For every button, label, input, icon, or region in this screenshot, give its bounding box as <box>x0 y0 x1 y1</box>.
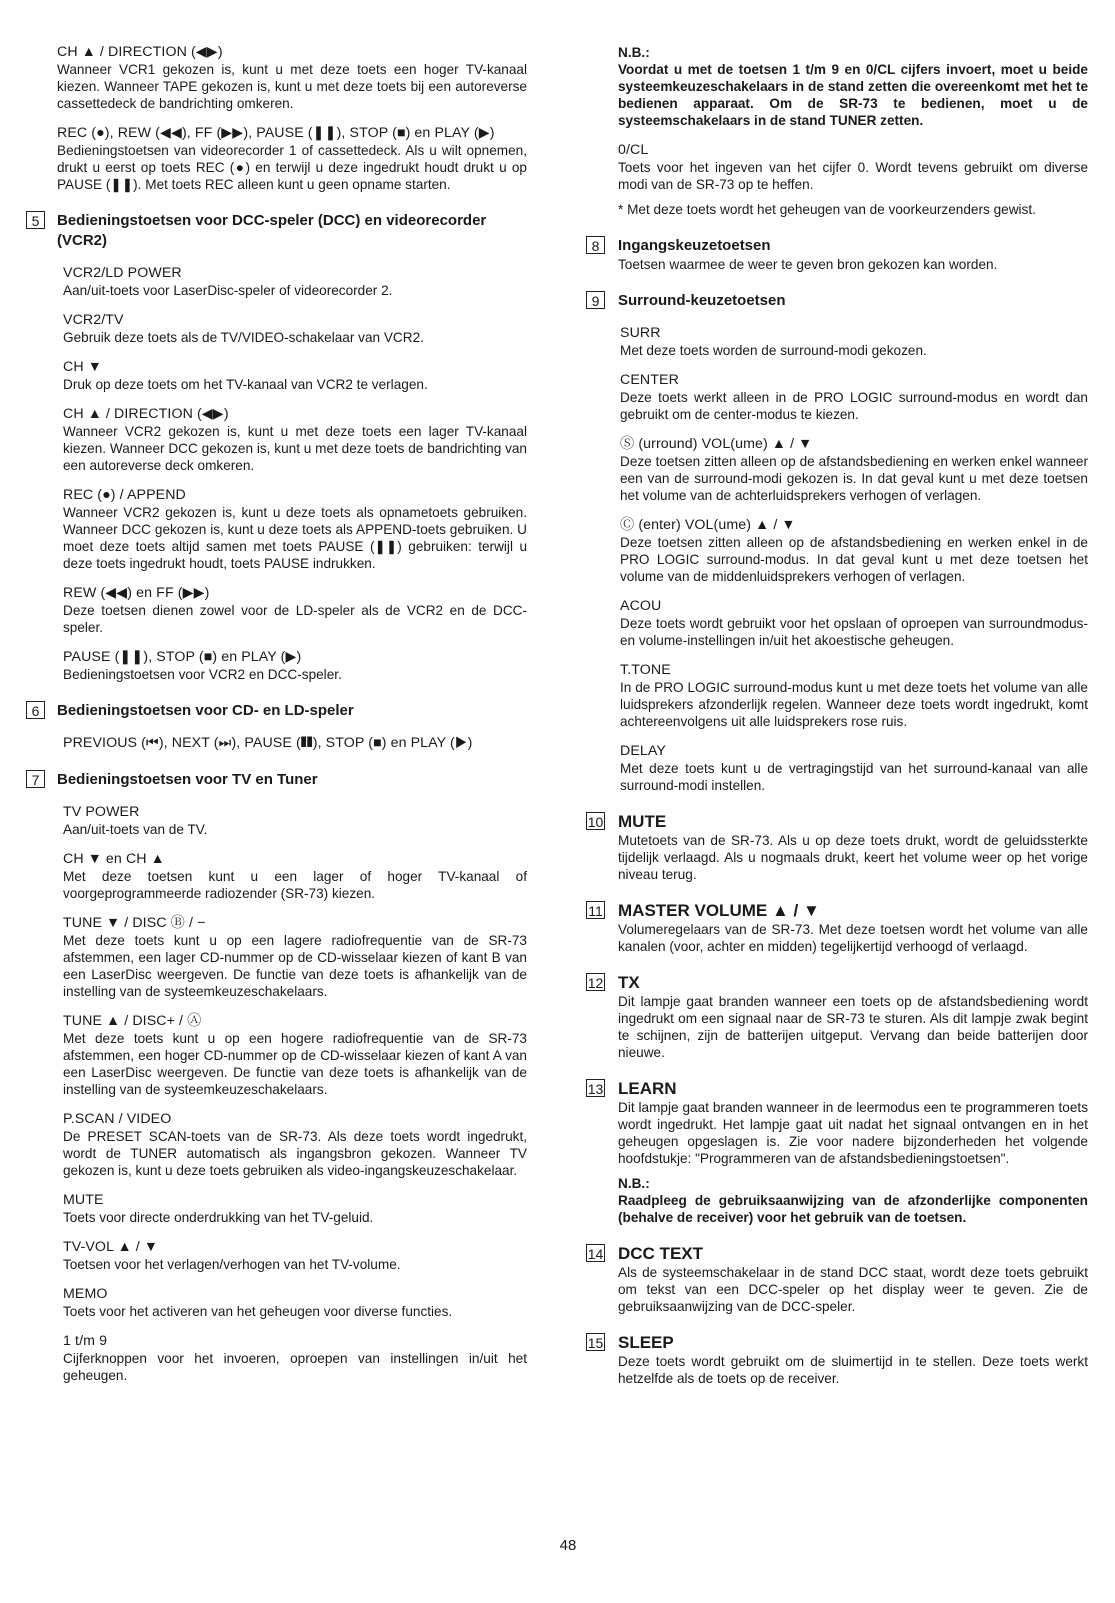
note-block <box>618 44 1088 129</box>
entry-desc: Wanneer VCR2 gekozen is, kunt u met deze toets een lager TV-kanaal kiezen. Wanneer DCC gekozen is, kunt u met deze toets de bandrichting van een autoreverse deck omkeren. <box>63 424 527 473</box>
section-title: Surround-keuzetoetsen <box>618 292 786 309</box>
entry-term: REC (●) / APPEND <box>63 487 186 503</box>
entry-desc: Wanneer VCR1 gekozen is, kunt u met deze toets een hoger TV-kanaal kiezen. Wanneer TAPE gekozen is, kunt u met deze toets bij een autoreverse cassettedeck de bandrichting omkeren. <box>57 62 527 111</box>
entry <box>620 372 1088 423</box>
entry <box>63 585 527 636</box>
section-number: 8 <box>586 236 605 254</box>
section-number: 15 <box>587 1335 604 1351</box>
entry <box>63 359 527 393</box>
entry-term: TV POWER <box>63 804 140 820</box>
footnote: * Met deze toets wordt het geheugen van de voorkeurzenders gewist. <box>618 202 1036 217</box>
entry <box>620 743 1088 794</box>
section-desc: Toetsen waarmee de weer te geven bron gekozen kan worden. <box>618 257 998 272</box>
entry-term: Ⓢ (urround) VOL(ume) ▲ / ▼ <box>620 436 813 452</box>
section-number: 7 <box>26 770 45 788</box>
section-13 <box>587 1079 1088 1226</box>
entry-term: TV-VOL ▲ / ▼ <box>63 1239 158 1255</box>
entry-term: CH ▲ / DIRECTION (◀▶) <box>57 44 223 60</box>
entry-term: ACOU <box>620 598 662 614</box>
section-desc: Mutetoets van de SR-73. Als u op deze toets drukt, wordt de geluidssterkte tijdelijk verlaagd. Als u nogmaals drukt, keert het volume weer op het vorige niveau terug. <box>618 833 1088 882</box>
entry-term: DELAY <box>620 743 666 759</box>
note-text: Raadpleeg de gebruiksaanwijzing van de afzonderlijke componenten (behalve de receiver) voor het gebruik van de toetsen. <box>618 1193 1088 1225</box>
section-14 <box>587 1244 1088 1315</box>
entry <box>63 1333 527 1384</box>
entry-desc: Met deze toets kunt u op een hogere radiofrequentie van de SR-73 afstemmen, een hoger CD-nummer op de CD-wisselaar kiezen of kant A van een LaserDisc weergeven. De functie van deze toets is afhankelijk van de instelling van de systeemkeuzeschakelaars. <box>63 1031 527 1097</box>
entry-term: MUTE <box>63 1192 104 1208</box>
entry-desc: Met deze toets worden de surround-modi gekozen. <box>620 343 927 358</box>
section-title: MASTER VOLUME ▲ / ▼ <box>618 901 820 920</box>
section-number: 9 <box>586 291 605 309</box>
section-title: MUTE <box>618 812 667 831</box>
section-title: Ingangskeuzetoetsen <box>618 237 771 254</box>
entry-ch-up-direction <box>57 44 527 112</box>
note-title: N.B.: <box>618 1176 650 1191</box>
section-11 <box>588 901 1088 955</box>
entry-term: 1 t/m 9 <box>63 1333 108 1349</box>
entry <box>63 265 527 299</box>
entry-desc: Wanneer VCR2 gekozen is, kunt u deze toets als opnametoets gebruiken. Wanneer DCC gekozen is, kunt u deze toets als APPEND-toets gebruiken. U moet deze toets altijd samen met toets PAUSE (❚❚) gebruiken: terwijl u deze toets ingedrukt houdt, toets PAUSE indrukken. <box>63 505 527 571</box>
entry-term: CH ▼ en CH ▲ <box>63 851 165 867</box>
section-desc: Dit lampje gaat branden wanneer in de leermodus een te programmeren toets wordt ingedrukt. Het lampje gaat uit nadat het signaal ontvangen en in het geheugen opgeslagen is. Zie voor nadere bijzonderheden het volgende hoofdstukje: "Programmeren van de afstandsbedieningstoetsen". <box>618 1100 1088 1166</box>
entry-desc: Toets voor het ingeven van het cijfer 0. Wordt tevens gebruikt om diverse modi van de SR-73 op te heffen. <box>618 160 1088 192</box>
entry-term: PAUSE (❚❚), STOP (■) en PLAY (▶) <box>63 649 302 665</box>
section-desc: Dit lampje gaat branden wanneer een toets op de afstandsbediening wordt ingedrukt om een signaal naar de SR-73 te sturen. Als dit lampje zwak begint te schijnen, zijn de batterijen uitgeput. Vervang dan beide batterijen door nieuwe. <box>618 994 1088 1060</box>
entry <box>63 406 527 474</box>
section-6 <box>31 701 527 721</box>
section-5-body <box>57 265 527 683</box>
section-number: 11 <box>586 901 605 919</box>
entry <box>63 1239 527 1273</box>
entry <box>63 851 527 902</box>
entry-desc: Bedieningstoetsen van videorecorder 1 of cassettedeck. Als u wilt opnemen, drukt u eerst op toets REC (●) en terwijl u deze ingedrukt houdt drukt u op PAUSE (❚❚). Met toets REC alleen kunt u geen opname starten. <box>57 143 527 192</box>
entry-desc: Druk op deze toets om het TV-kanaal van VCR2 te verlagen. <box>63 377 428 392</box>
entry-desc: Met deze toets kunt u op een lagere radiofrequentie van de SR-73 afstemmen, een lager CD-nummer op de CD-wisselaar kiezen of kant B van een LaserDisc weergeven. De functie van deze toets is afhankelijk van de instelling van de systeemkeuzeschakelaars. <box>63 933 527 999</box>
entry-desc: Aan/uit-toets van de TV. <box>63 822 208 837</box>
section-title: Bedieningstoetsen voor DCC-speler (DCC) en videorecorder (VCR2) <box>57 212 487 249</box>
section-number: 12 <box>587 975 604 991</box>
entry-term: MEMO <box>63 1286 108 1302</box>
entry-term: SURR <box>620 325 661 341</box>
entry <box>63 915 527 1000</box>
entry <box>63 1286 527 1320</box>
note-title: N.B.: <box>618 45 650 60</box>
right-column <box>587 44 1088 1401</box>
entry-desc: Bedieningstoetsen voor VCR2 en DCC-speler. <box>63 667 342 682</box>
entry-term: T.TONE <box>620 662 671 678</box>
entry-rec-rew-ff <box>57 125 527 193</box>
section-desc: Volumeregelaars van de SR-73. Met deze toetsen wordt het volume van alle kanalen (voor, achter en midden) tegelijkertijd verhoogd of verlaagd. <box>618 922 1088 954</box>
left-column <box>31 44 527 1397</box>
entry-term: TUNE ▼ / DISC Ⓑ / − <box>63 915 206 931</box>
section-title: SLEEP <box>618 1333 674 1352</box>
entry-term: Ⓒ (enter) VOL(ume) ▲ / ▼ <box>620 517 796 533</box>
section-title: DCC TEXT <box>618 1244 703 1263</box>
section-15 <box>587 1333 1088 1387</box>
entry-desc: Toetsen voor het verlagen/verhogen van het TV-volume. <box>63 1257 401 1272</box>
entry-desc: Deze toets wordt gebruikt voor het opslaan of oproepen van surroundmodus- en volume-instellingen in/uit het akoestische geheugen. <box>620 616 1088 648</box>
section-5 <box>31 211 527 251</box>
section-8 <box>591 236 1088 273</box>
section-10 <box>587 812 1088 883</box>
section-title: LEARN <box>618 1079 677 1098</box>
entry-desc: Gebruik deze toets als de TV/VIDEO-schakelaar van VCR2. <box>63 330 424 345</box>
entry-desc: Cijferknoppen voor het invoeren, oproepen van instellingen in/uit het geheugen. <box>63 1351 527 1383</box>
entry <box>63 1192 527 1226</box>
entry <box>63 1013 527 1098</box>
entry-desc: Deze toetsen zitten alleen op de afstandsbediening en werken enkel in de PRO LOGIC surround-modus. In dat geval kunt u met deze toetsen het volume van de middenluidsprekers verhogen of verlagen. <box>620 535 1088 584</box>
page-number: 48 <box>559 1537 577 1554</box>
entry <box>63 1111 527 1179</box>
note-text: Voordat u met de toetsen 1 t/m 9 en 0/CL cijfers invoert, moet u beide systeemkeuzeschakelaars in de stand zetten die overeenkomt met het te bedienen apparaat. Om de SR-73 te bedienen, moet u de systeemschakelaars in de stand TUNER zetten. <box>618 62 1088 128</box>
entry <box>620 517 1088 585</box>
section-title: TX <box>618 973 640 992</box>
entry-desc: In de PRO LOGIC surround-modus kunt u met deze toets het volume van alle luidsprekers afzonderlijk regelen. Wanneer deze toets wordt ingedrukt, komt achtereenvolgens uit alle luidsprekers rose ruis. <box>620 680 1088 729</box>
entry-desc: Deze toetsen dienen zowel voor de LD-speler als de VCR2 en de DCC-speler. <box>63 603 527 635</box>
entry-term: PREVIOUS (⏮), NEXT (⏭), PAUSE (❚❚), STOP (■) en PLAY (▶) <box>63 735 473 751</box>
entry-term: P.SCAN / VIDEO <box>63 1111 172 1127</box>
entry <box>63 735 527 752</box>
section-title: Bedieningstoetsen voor CD- en LD-speler <box>57 702 354 719</box>
entry-term: CH ▲ / DIRECTION (◀▶) <box>63 406 229 422</box>
section-7 <box>31 770 527 790</box>
entry-term: TUNE ▲ / DISC+ / Ⓐ <box>63 1013 202 1029</box>
entry <box>63 312 527 346</box>
entry-desc: Deze toets werkt alleen in de PRO LOGIC surround-modus en wordt dan gebruikt om de center-modus te kiezen. <box>620 390 1088 422</box>
section-9 <box>591 291 1088 311</box>
section-desc: Deze toets wordt gebruikt om de sluimertijd in te stellen. Deze toets werkt hetzelfde als de toets op de receiver. <box>618 1354 1088 1386</box>
entry-desc: Met deze toetsen kunt u een lager of hoger TV-kanaal of voorgeprogrammeerde radiozender (SR-73) kiezen. <box>63 869 527 901</box>
section-6-body <box>57 735 527 752</box>
entry-term: CH ▼ <box>63 359 102 375</box>
entry-desc: De PRESET SCAN-toets van de SR-73. Als deze toets wordt ingedrukt, wordt de TUNER automatisch als ingangsbron gekozen. Wanneer TV gekozen is, kunt u deze toets gebruiken als video-ingangskeuzeschakelaar. <box>63 1129 527 1178</box>
section-number: 5 <box>26 211 45 229</box>
entry <box>620 325 1088 359</box>
entry-term: VCR2/LD POWER <box>63 265 182 281</box>
entry-term: CENTER <box>620 372 679 388</box>
entry <box>620 662 1088 730</box>
entry <box>63 487 527 572</box>
section-7-body <box>57 804 527 1384</box>
entry-desc: Deze toetsen zitten alleen op de afstandsbediening en werken enkel wanneer een van de surround-modi gekozen is. In dat geval kunt u met deze toetsen het volume van de achterluidsprekers verhogen of verlagen. <box>620 454 1088 503</box>
section-9-body <box>618 325 1088 794</box>
entry <box>620 598 1088 649</box>
entry-term: REC (●), REW (◀◀), FF (▶▶), PAUSE (❚❚), STOP (■) en PLAY (▶) <box>57 125 495 141</box>
entry-term: REW (◀◀) en FF (▶▶) <box>63 585 210 601</box>
entry-term: VCR2/TV <box>63 312 124 328</box>
entry-desc: Met deze toets kunt u de vertragingstijd van het surround-kanaal van alle surround-modi instellen. <box>620 761 1088 793</box>
entry-0-cl <box>618 142 1088 218</box>
section-12 <box>587 973 1088 1061</box>
entry-term: 0/CL <box>618 142 649 158</box>
section-number: 10 <box>587 814 604 830</box>
section-number: 14 <box>587 1246 604 1262</box>
entry-desc: Aan/uit-toets voor LaserDisc-speler of videorecorder 2. <box>63 283 393 298</box>
section-number: 6 <box>26 701 45 719</box>
entry-desc: Toets voor directe onderdrukking van het TV-geluid. <box>63 1210 374 1225</box>
entry <box>620 436 1088 504</box>
entry-desc: Toets voor het activeren van het geheugen voor diverse functies. <box>63 1304 453 1319</box>
entry <box>63 649 527 683</box>
section-desc: Als de systeemschakelaar in de stand DCC staat, wordt deze toets gebruikt om tekst van een DCC-speler op het display weer te geven. Zie de gebruiksaanwijzing van de DCC-speler. <box>618 1265 1088 1314</box>
section-number: 13 <box>587 1081 604 1097</box>
section-title: Bedieningstoetsen voor TV en Tuner <box>57 771 318 788</box>
entry <box>63 804 527 838</box>
